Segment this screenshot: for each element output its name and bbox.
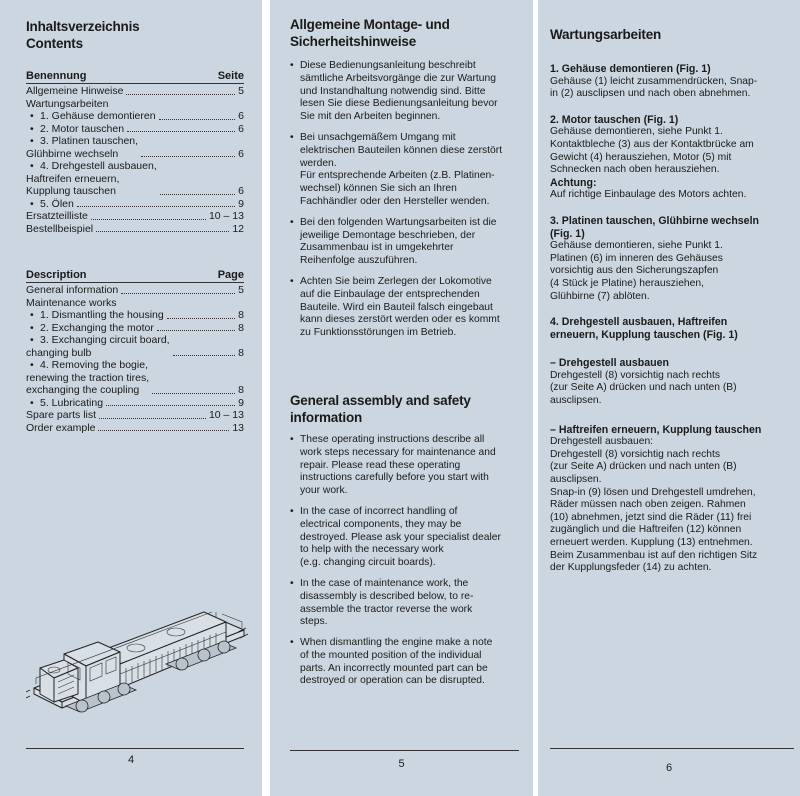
toc-entry-page: 10 – 13 [208,409,244,421]
toc-entry-page: 9 [238,197,244,210]
safety-bullets-de [290,60,519,340]
toc-leader-dots [157,330,235,331]
toc-entry-text: • 4. Drehgestell ausbauen, Haftreifen erneuern, Kupplung tauschen [26,160,157,198]
section-body: Drehgestell ausbauen: Drehgestell (8) vorsichtig nach rechts (zur Seite A) drücken und nach unten (B) ausclipsen. Snap-in (9) lösen und Drehgestell umdrehen, Räder müssen nach oben zeigen. Rahmen (10) abnehmen, jetzt sind die Räder (11) frei zugänglich und die Haftreifen (12) können erneuert werden. Kupplung (13) entnehmen. Beim Zusammenbau ist auf den richtigen Sitz der Kupplungsfeder (14) zu achten. [550,436,758,574]
bullet-item: • These operating instructions describe all work steps necessary for maintenance and repair. Please read these operating instructions carefully before you start with your work. [290,434,519,498]
toc-entry [26,422,244,435]
toc-entry [26,223,244,236]
toc-leader-dots [173,355,236,356]
toc-entry-text: • 2. Exchanging the motor [26,322,154,335]
safety-bullets-en [290,434,519,688]
toc-leader-dots [121,293,235,294]
section-heading: 4. Drehgestell ausbauen, Haftreifen erneuern, Kupplung tauschen (Fig. 1) [550,316,738,341]
bullet-item: • Diese Bedienungsanleitung beschreibt sämtliche Arbeitsvorgänge die zur Wartung und Instandhaltung notwendig sind. Bitte lesen Sie diese Bedienungsanleitung bevor Sie mit den Arbeiten beginnen. [290,60,519,124]
toc-entry [26,409,244,422]
safety-title-en: General assembly and safety information [290,392,471,425]
toc-entry-page: 6 [238,185,244,197]
toc-col-name-de: Benennung [26,70,87,82]
toc-leader-dots [152,393,235,394]
section-body: Gehäuse demontieren, siehe Punkt 1. Platinen (6) im inneren des Gehäuses vorsichtig aus den Sicherungszapfen (4 Stück je Platine) herausziehen, Glühbirne (7) ablöten. [550,240,723,302]
page-number: 5 [398,758,405,770]
toc-leader-dots [141,156,235,157]
toc-entry-page: 9 [238,396,244,409]
toc-entry [26,309,244,322]
section-body: Gehäuse demontieren, siehe Punkt 1. Kontaktbleche (3) aus der Kontaktbrücke am Gewicht (4) herausziehen, Motor (5) mit Schnecken nach oben herausziehen. [550,126,754,176]
toc-entry-text: Allgemeine Hinweise [26,85,124,97]
toc-entry-text: • 5. Ölen [26,198,74,211]
toc-col-page-de: Seite [217,70,244,82]
toc-header-en [26,269,244,283]
toc-entry-page: 5 [238,85,244,97]
section-2 [550,114,794,202]
toc-entry-page: 6 [238,110,244,122]
toc-entry [26,123,244,136]
maintenance-title: Wartungsarbeiten [550,27,662,42]
toc-entry [26,334,244,359]
bullet-item: • In the case of maintenance work, the disassembly is described below, to re- assemble the tractor reverse the work steps. [290,578,519,629]
section-4a [550,357,794,407]
section-4b [550,424,794,575]
toc-entry-page: 8 [238,346,244,359]
toc-entry [26,297,244,310]
toc-entry-text: • 5. Lubricating [26,397,103,410]
bullet-item: • Bei den folgenden Wartungsarbeiten ist die jeweilige Demontage beschrieben, der Zusammenbau ist in umgekehrter Reihenfolge auszuführen. [290,217,519,268]
toc-entry [26,210,244,223]
section-1 [550,63,794,101]
toc-col-name-en: Description [26,269,87,281]
section-3 [550,215,794,303]
toc-leader-dots [167,318,235,319]
toc-list-de [26,85,244,235]
toc-entry [26,98,244,111]
toc-leader-dots [159,119,236,120]
contents-title-de: Inhaltsverzeichnis [26,19,140,34]
safety-title-de: Allgemeine Montage- und Sicherheitshinweise [290,17,450,49]
toc-entry-page: 8 [238,384,244,396]
toc-entry [26,284,244,297]
toc-entry-page: 6 [238,122,244,135]
footer-rule [290,750,519,751]
toc-entry-text: • 3. Platinen tauschen, Glühbirne wechseln [26,135,138,160]
bullet-item: • When dismantling the engine make a note of the mounted position of the individual parts. An incorrectly mounted part can be destroyed or operation can be disrupted. [290,637,519,688]
toc-leader-dots [77,206,235,207]
toc-leader-dots [160,194,235,195]
toc-entry-text: General information [26,284,119,296]
bullet-item: • In the case of incorrect handling of electrical components, they may be destroyed. Please ask your specialist dealer to help with the necessary work (e.g. changing circuit boards). [290,506,519,570]
toc-leader-dots [126,94,235,95]
toc-entry-page: 5 [238,284,244,296]
section-body: Gehäuse (1) leicht zusammendrücken, Snap- in (2) ausclipsen und nach oben abnehmen. [550,75,758,100]
toc-entry-text: • 3. Exchanging circuit board, changing bulb [26,334,170,359]
toc-entry-text: Maintenance works [26,296,117,309]
footer-rule [550,748,794,749]
section-body: Drehgestell (8) vorsichtig nach rechts (zur Seite A) drücken und nach unten (B) ausclipsen. [550,369,737,407]
toc-entry-text: Wartungsarbeiten [26,97,109,110]
toc-col-page-en: Page [217,269,244,281]
section-heading: – Haftreifen erneuern, Kupplung tauschen [550,423,762,436]
toc-entry-page: 13 [232,421,244,434]
toc-leader-dots [98,430,229,431]
toc-entry [26,110,244,123]
section-heading: 1. Gehäuse demontieren (Fig. 1) [550,63,711,75]
page-number: 4 [127,754,135,766]
contents-title-en: Contents [26,36,83,51]
toc-entry-text: Order example [26,421,96,434]
toc-leader-dots [106,405,235,406]
page-5 [270,0,533,796]
section-4 [550,316,794,341]
toc-entry [26,322,244,335]
toc-entry-page: 12 [232,222,244,235]
toc-entry [26,397,244,410]
toc-entry [26,198,244,211]
toc-list-en [26,284,244,434]
bullet-item: • Achten Sie beim Zerlegen der Lokomotive auf die Einbaulage der entsprechenden Bauteile. Wird ein Bauteil falsch eingebaut kann dieses zerstört werden oder es kommt zu Funktionsstörungen im Betrieb. [290,276,519,340]
footer-rule [26,748,244,749]
locomotive-illustration [26,556,248,726]
toc-header-de [26,70,244,84]
toc-entry-page: 10 – 13 [208,210,244,222]
section-heading: 2. Motor tauschen (Fig. 1) [550,113,679,126]
toc-leader-dots [99,418,206,419]
toc-entry-page: 8 [238,321,244,334]
page-number: 6 [665,762,673,774]
toc-leader-dots [96,231,229,232]
page-4 [0,0,262,796]
toc-entry-page: 6 [238,147,244,160]
bullet-item: • Bei unsachgemäßem Umgang mit elektrischen Bauteilen können diese zerstört werden. Für entsprechende Arbeiten (z.B. Platinen- wechsel) können Sie sich an Ihren Fachhändler oder den Hersteller wenden. [290,132,519,209]
toc-entry-text: • 2. Motor tauschen [26,123,124,136]
toc-entry-text: Bestellbeispiel [26,222,94,235]
toc-entry-text: • 4. Removing the bogie, renewing the traction tires, exchanging the coupling [26,359,149,397]
toc-leader-dots [91,219,206,220]
attention-label: Achtung: [550,176,597,189]
toc-entry-text: Spare parts list [26,409,97,421]
toc-entry-text: • 1. Dismantling the housing [26,309,164,322]
toc-entry-text: Ersatzteilliste [26,210,88,222]
page-6 [538,0,800,796]
section-heading: 3. Platinen tauschen, Glühbirne wechseln (Fig. 1) [550,214,759,240]
toc-entry-text: • 1. Gehäuse demontieren [26,110,156,123]
attention-text: Auf richtige Einbaulage des Motors achten. [550,189,747,201]
section-heading: – Drehgestell ausbauen [550,357,669,370]
toc-entry [26,359,244,397]
toc-entry [26,135,244,160]
toc-leader-dots [127,131,235,132]
toc-entry [26,160,244,198]
toc-entry-page: 8 [238,309,244,321]
toc-entry [26,85,244,98]
